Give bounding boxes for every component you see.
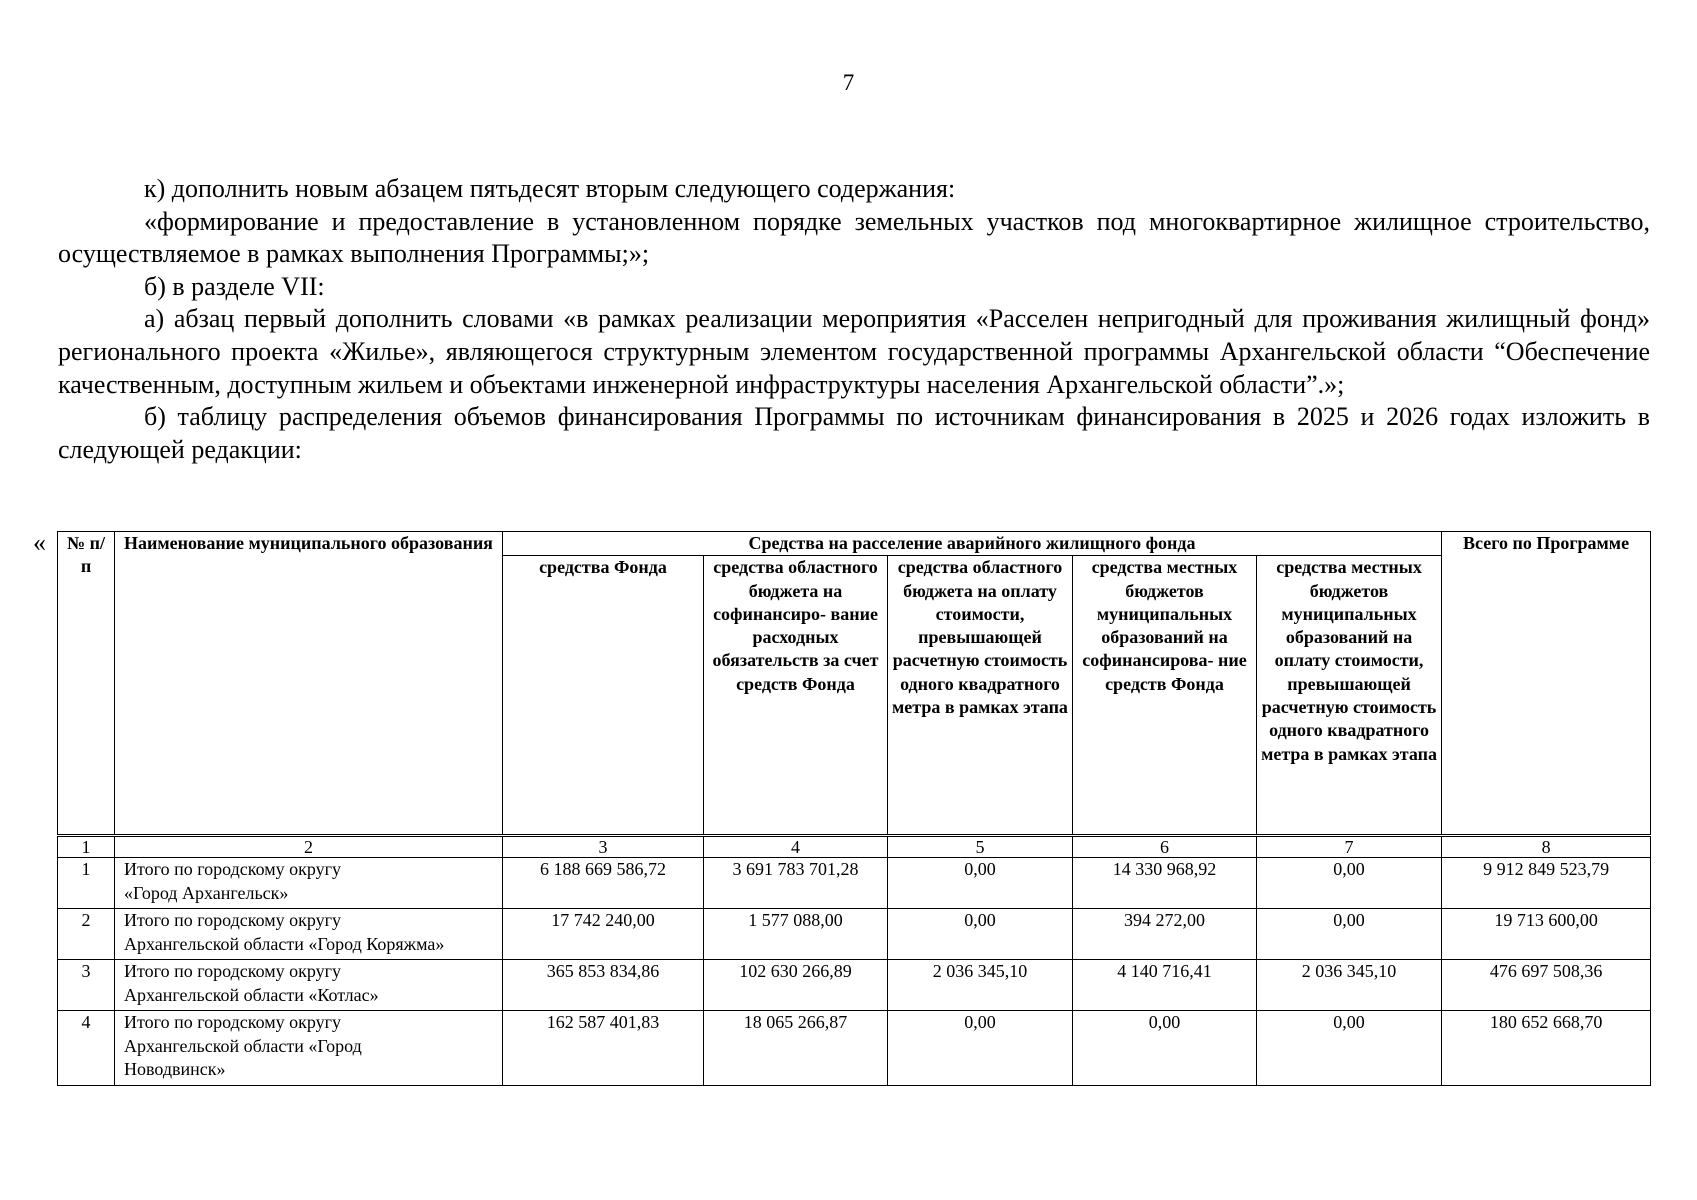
regional-excess-cost-value: 0,00 — [888, 909, 1073, 960]
local-cofinancing-value: 4 140 716,41 — [1073, 960, 1257, 1011]
table-row — [58, 858, 1651, 909]
header-local-excess-cost: средства местных бюджетов муниципальных образований на оплату стоимости, превышающей расчетную стоимость одного квадратного метра в рамках этапа — [1257, 556, 1442, 836]
program-total-value: 180 652 668,70 — [1442, 1011, 1651, 1086]
local-cofinancing-value: 0,00 — [1073, 1011, 1257, 1086]
name-line: Новодвинск» — [124, 1058, 226, 1079]
financing-table — [57, 531, 1651, 1086]
fund-means-value: 162 587 401,83 — [503, 1011, 704, 1086]
page-number: 7 — [842, 70, 855, 95]
program-total-value: 476 697 508,36 — [1442, 960, 1651, 1011]
program-total-value: 9 912 849 523,79 — [1442, 858, 1651, 909]
body-text — [58, 173, 1650, 466]
table-row — [58, 960, 1651, 1011]
row-number: 1 — [58, 858, 115, 909]
municipality-name — [115, 960, 503, 1011]
header-number: № п/п — [58, 532, 115, 836]
table-row — [58, 909, 1651, 960]
program-total-value: 19 713 600,00 — [1442, 909, 1651, 960]
column-number-row — [58, 836, 1651, 858]
column-number: 1 — [58, 836, 115, 858]
header-local-cofinancing: средства местных бюджетов муниципальных образований на софинансирова- ние средств Фонда — [1073, 556, 1257, 836]
local-cofinancing-value: 394 272,00 — [1073, 909, 1257, 960]
local-cofinancing-value: 14 330 968,92 — [1073, 858, 1257, 909]
name-line: Итого по городскому округу — [124, 910, 342, 931]
paragraph: б) таблицу распределения объемов финансирования Программы по источникам финансирования в 2025 и 2026 годах изложить в следующей редакции: — [58, 402, 1650, 464]
name-line: Архангельской области «Котлас» — [124, 984, 379, 1005]
column-number: 4 — [704, 836, 888, 858]
column-number: 3 — [503, 836, 704, 858]
fund-means-value: 17 742 240,00 — [503, 909, 704, 960]
column-number: 5 — [888, 836, 1073, 858]
header-regional-excess-cost: средства областного бюджета на оплату стоимости, превышающей расчетную стоимость одного квадратного метра в рамках этапа — [888, 556, 1073, 836]
local-excess-cost-value: 2 036 345,10 — [1257, 960, 1442, 1011]
paragraph: б) в разделе VII: — [144, 271, 325, 301]
header-resettlement-funds: Средства на расселение аварийного жилищного фонда — [503, 532, 1442, 556]
column-number: 6 — [1073, 836, 1257, 858]
local-excess-cost-value: 0,00 — [1257, 858, 1442, 909]
table-row — [58, 1011, 1651, 1086]
paragraph: а) абзац первый дополнить словами «в рамках реализации мероприятия «Расселен непригодный для проживания жилищный фонд» регионального проекта «Жилье», являющегося структурным элементом государственной программы Архангельской области “Обеспечение качественным, доступным жильем и объектами инженерной инфраструктуры населения Архангельской области”.»; — [58, 304, 1650, 399]
header-municipality-name: Наименование муниципального образования — [115, 532, 503, 836]
regional-cofinancing-value: 102 630 266,89 — [704, 960, 888, 1011]
column-number: 8 — [1442, 836, 1651, 858]
local-excess-cost-value: 0,00 — [1257, 1011, 1442, 1086]
column-number: 7 — [1257, 836, 1442, 858]
fund-means-value: 6 188 669 586,72 — [503, 858, 704, 909]
regional-excess-cost-value: 0,00 — [888, 1011, 1073, 1086]
regional-excess-cost-value: 0,00 — [888, 858, 1073, 909]
name-line: Архангельской области «Город — [124, 1035, 362, 1056]
municipality-name — [115, 858, 503, 909]
regional-cofinancing-value: 18 065 266,87 — [704, 1011, 888, 1086]
name-line: Итого по городскому округу — [124, 859, 342, 880]
municipality-name — [115, 1011, 503, 1086]
name-line: Итого по городскому округу — [124, 1012, 342, 1033]
fund-means-value: 365 853 834,86 — [503, 960, 704, 1011]
row-number: 4 — [58, 1011, 115, 1086]
row-number: 2 — [58, 909, 115, 960]
local-excess-cost-value: 0,00 — [1257, 909, 1442, 960]
header-fund-means: средства Фонда — [503, 556, 704, 836]
regional-cofinancing-value: 1 577 088,00 — [704, 909, 888, 960]
row-number: 3 — [58, 960, 115, 1011]
column-number: 2 — [115, 836, 503, 858]
paragraph: «формирование и предоставление в установленном порядке земельных участков под многоквартирное жилищное строительство, осуществляемое в рамках выполнения Программы;»; — [58, 206, 1650, 269]
name-line: Итого по городскому округу — [124, 961, 342, 982]
regional-excess-cost-value: 2 036 345,10 — [888, 960, 1073, 1011]
name-line: Архангельской области «Город Коряжма» — [124, 933, 445, 954]
opening-quote-mark: « — [33, 528, 46, 557]
header-regional-cofinancing: средства областного бюджета на софинансиро- вание расходных обязательств за счет средств Фонда — [704, 556, 888, 836]
header-program-total: Всего по Программе — [1442, 532, 1651, 836]
regional-cofinancing-value: 3 691 783 701,28 — [704, 858, 888, 909]
paragraph: к) дополнить новым абзацем пятьдесят вторым следующего содержания: — [144, 174, 956, 203]
name-line: «Город Архангельск» — [124, 882, 289, 903]
municipality-name — [115, 909, 503, 960]
